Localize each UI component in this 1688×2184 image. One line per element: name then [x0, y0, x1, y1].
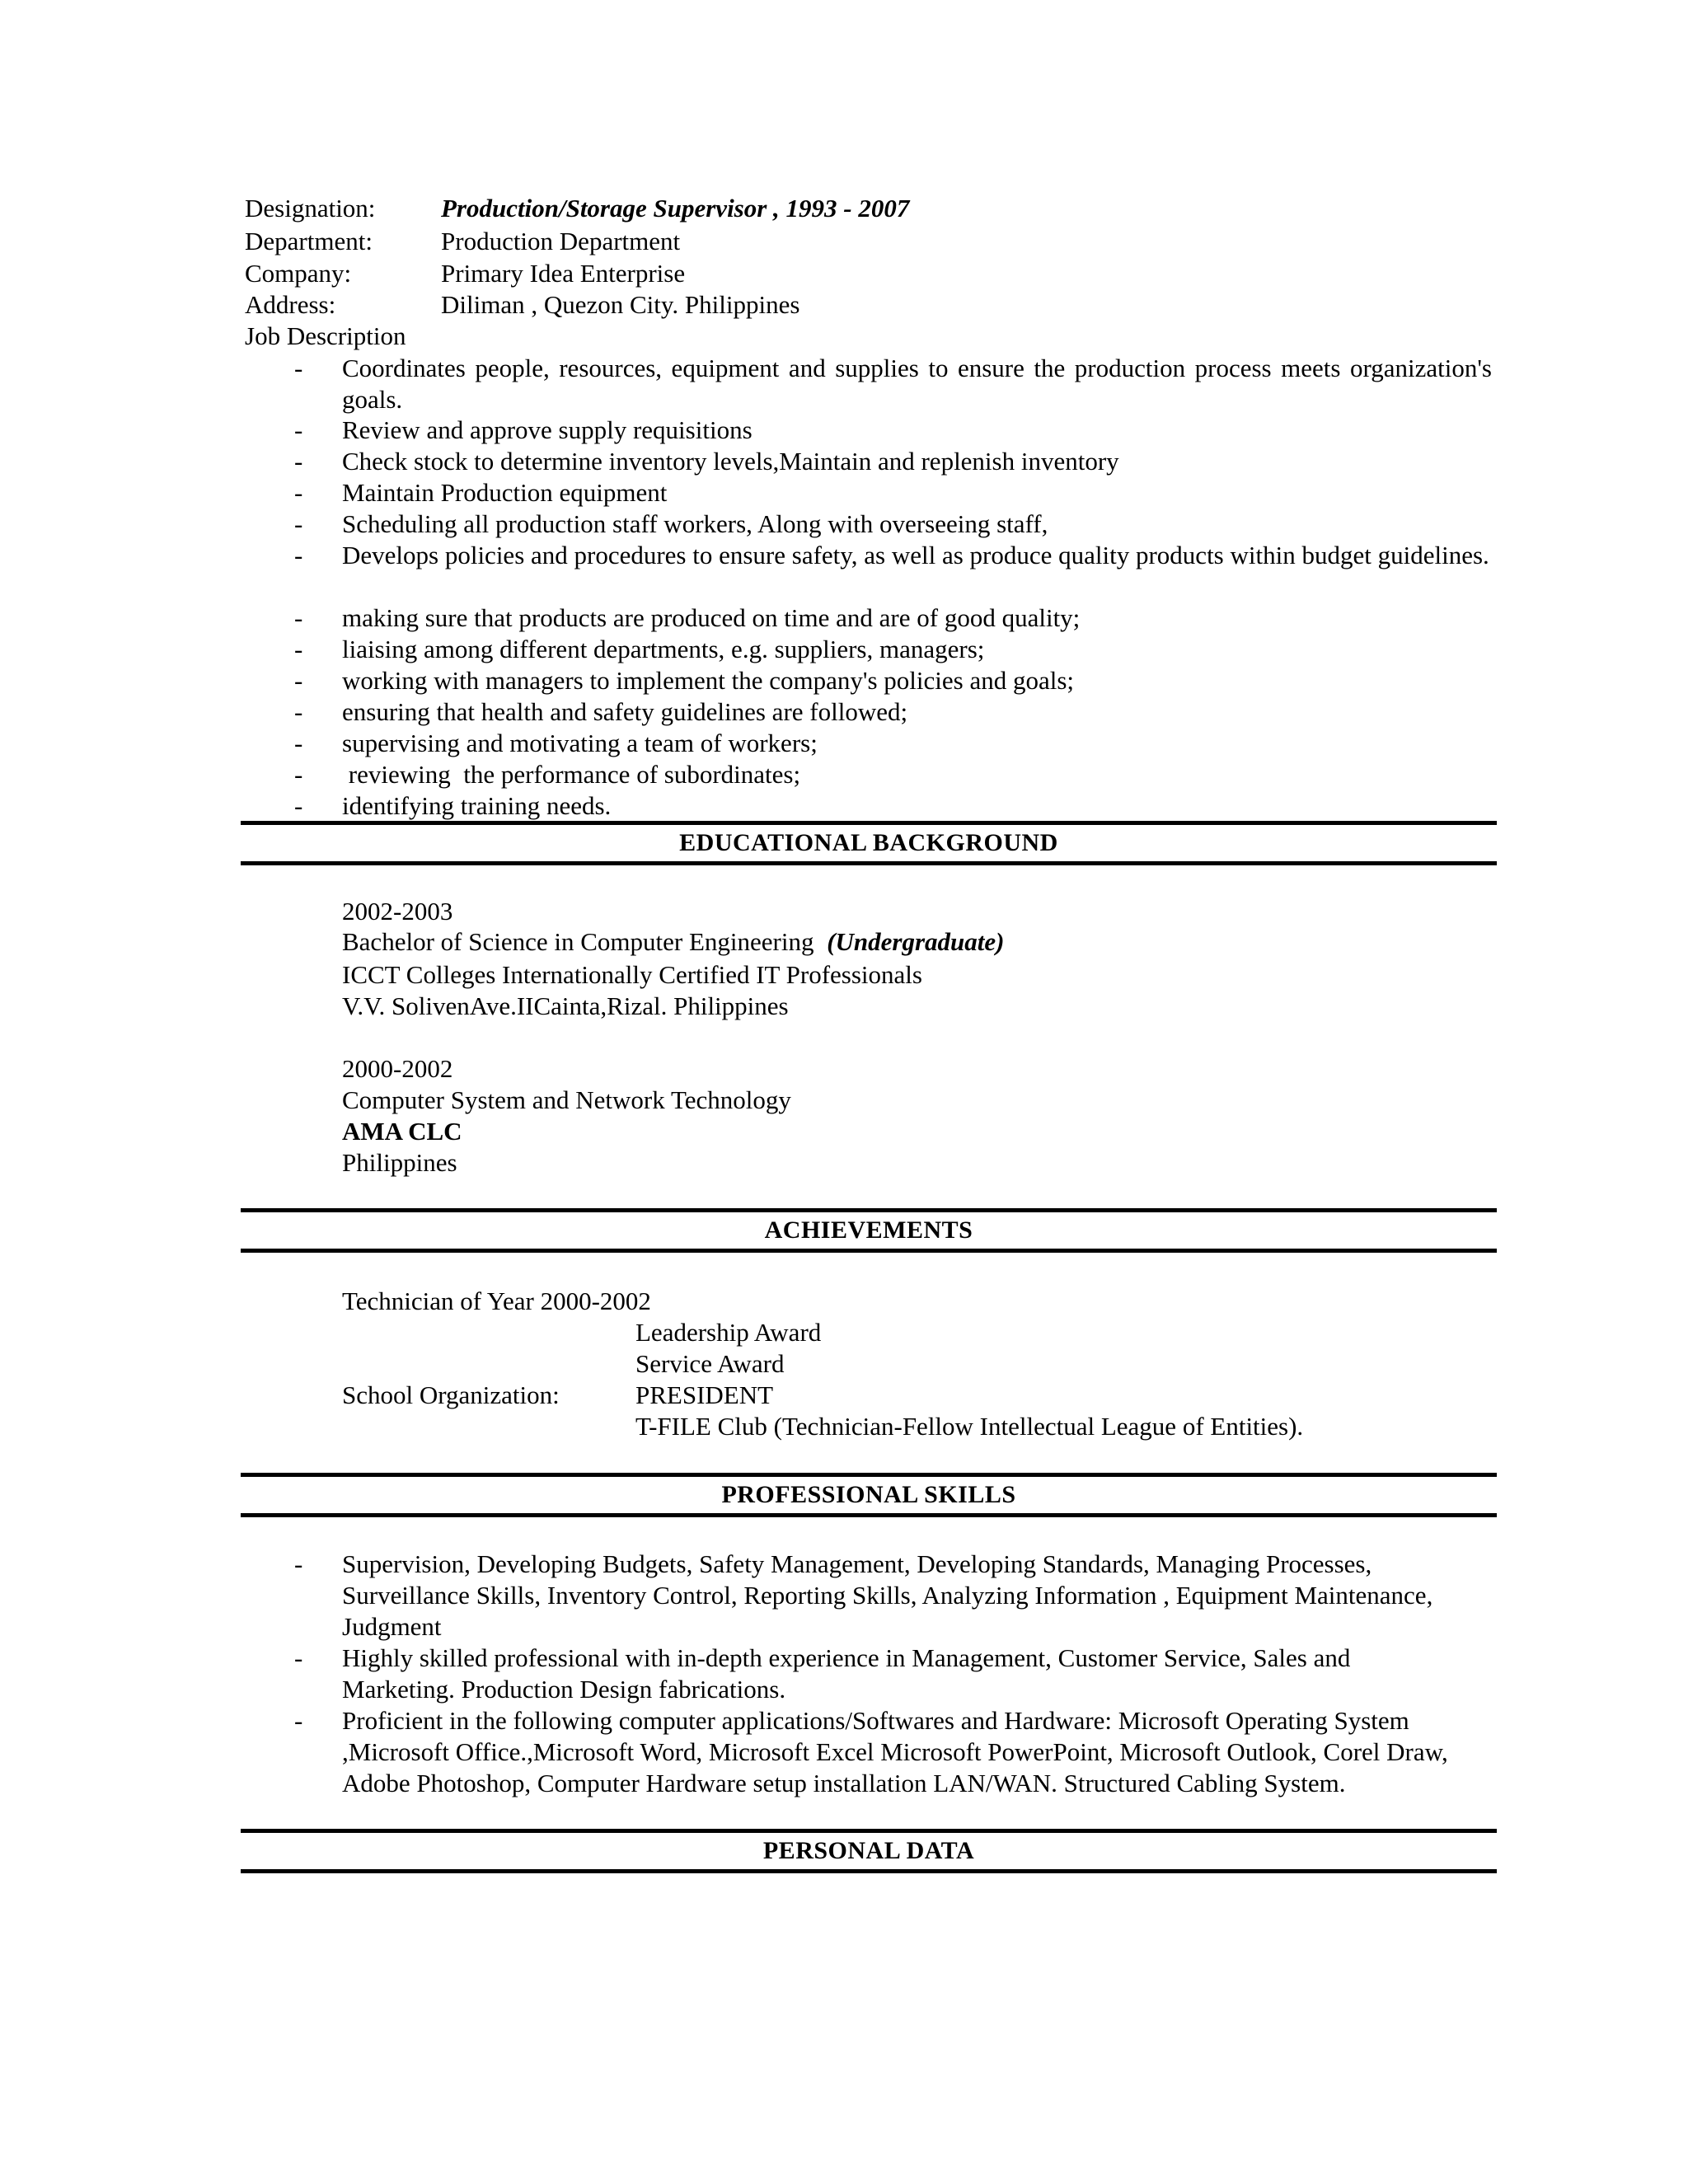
bullet-dash: -: [294, 635, 303, 663]
company-value: Primary Idea Enterprise: [441, 259, 686, 288]
organization-club: T-FILE Club (Technician-Fellow Intellectual League of Entities).: [635, 1412, 1304, 1441]
education-school: AMA CLC: [342, 1117, 462, 1146]
bullet-dash: -: [294, 729, 303, 757]
achievement-award: Service Award: [635, 1349, 785, 1378]
education-degree: [342, 926, 1005, 958]
list-item: Check stock to determine inventory levels,Maintain and replenish inventory: [342, 447, 1119, 476]
bullet-dash: -: [294, 447, 303, 476]
address-value: Diliman , Quezon City. Philippines: [441, 290, 800, 319]
list-item: Scheduling all production staff workers, Along with overseeing staff,: [342, 509, 1048, 538]
job-description-label: Job Description: [245, 321, 406, 350]
achievement-technician: Technician of Year 2000-2002: [342, 1286, 651, 1315]
list-item: making sure that products are produced on time and are of good quality;: [342, 603, 1081, 632]
section-title-personal: PERSONAL DATA: [762, 1837, 975, 1864]
list-item: Supervision, Developing Budgets, Safety Management, Developing Standards, Managing Processes, Surveillance Skills, Inventory Control, Reporting Skills, Analyzing Information , Equipment Maintenance, Judgment: [342, 1549, 1433, 1641]
bullet-dash: -: [294, 1643, 303, 1672]
section-rule-bottom: [241, 1869, 1497, 1873]
section-rule-top: [241, 1208, 1497, 1212]
bullet-dash: -: [294, 478, 303, 507]
list-item: Highly skilled professional with in-depth experience in Management, Customer Service, Sales and Marketing. Production Design fabrications.: [342, 1643, 1351, 1704]
section-title-skills: PROFESSIONAL SKILLS: [721, 1481, 1016, 1508]
list-item: Maintain Production equipment: [342, 478, 668, 507]
education-degree: Computer System and Network Technology: [342, 1085, 791, 1114]
section-rule-top: [241, 1829, 1497, 1833]
designation-label: Designation:: [245, 194, 376, 223]
school-organization-label: School Organization:: [342, 1380, 560, 1409]
section-rule-top: [241, 821, 1497, 825]
list-item: Review and approve supply requisitions: [342, 415, 753, 444]
company-label: Company:: [245, 259, 352, 288]
education-school: ICCT Colleges Internationally Certified IT Professionals: [342, 960, 922, 989]
bullet-dash: -: [294, 603, 303, 632]
section-rule-bottom: [241, 861, 1497, 865]
degree-name: Bachelor of Science in Computer Engineering: [342, 927, 814, 956]
section-rule-top: [241, 1473, 1497, 1477]
bullet-dash: -: [294, 1549, 303, 1578]
bullet-dash: -: [294, 415, 303, 444]
education-address: Philippines: [342, 1148, 457, 1177]
list-item: Proficient in the following computer applications/Softwares and Hardware: Microsoft Operating System ,Microsoft Office.,Microsoft Word, Microsoft Excel Microsoft PowerPoint, Microsoft Outlook, Corel Draw, Adobe Photoshop, Computer Hardware setup installation LAN/WAN. Structured Cabling System.: [342, 1706, 1448, 1797]
list-item: liaising among different departments, e.g. suppliers, managers;: [342, 635, 985, 663]
bullet-dash: -: [294, 509, 303, 538]
designation-value: Production/Storage Supervisor , 1993 - 2007: [441, 194, 910, 223]
bullet-dash: -: [294, 541, 303, 569]
list-item: Coordinates people, resources, equipment and supplies to ensure the production process meets organization's goals.: [342, 354, 1492, 414]
section-rule-bottom: [241, 1249, 1497, 1253]
bullet-dash: -: [294, 1706, 303, 1735]
list-item: supervising and motivating a team of workers;: [342, 729, 818, 757]
department-value: Production Department: [441, 227, 681, 255]
bullet-dash: -: [294, 791, 303, 820]
section-title-achievements: ACHIEVEMENTS: [764, 1216, 973, 1244]
bullet-dash: -: [294, 354, 303, 382]
degree-note: (Undergraduate): [827, 927, 1005, 956]
list-item: Develops policies and procedures to ensure safety, as well as produce quality products within budget guidelines.: [342, 541, 1489, 569]
list-item: identifying training needs.: [342, 791, 612, 820]
address-label: Address:: [245, 290, 336, 319]
list-item: reviewing the performance of subordinates;: [342, 760, 801, 789]
section-title-education: EDUCATIONAL BACKGROUND: [679, 829, 1058, 856]
bullet-dash: -: [294, 760, 303, 789]
section-rule-bottom: [241, 1513, 1497, 1517]
list-item: ensuring that health and safety guidelines are followed;: [342, 697, 908, 726]
education-years: 2000-2002: [342, 1054, 453, 1083]
education-address: V.V. SolivenAve.IICainta,Rizal. Philippines: [342, 991, 789, 1020]
organization-position: PRESIDENT: [635, 1380, 774, 1409]
education-years: 2002-2003: [342, 897, 453, 926]
achievement-award: Leadership Award: [635, 1318, 822, 1347]
list-item: working with managers to implement the company's policies and goals;: [342, 666, 1075, 695]
bullet-dash: -: [294, 666, 303, 695]
bullet-dash: -: [294, 697, 303, 726]
department-label: Department:: [245, 227, 373, 255]
